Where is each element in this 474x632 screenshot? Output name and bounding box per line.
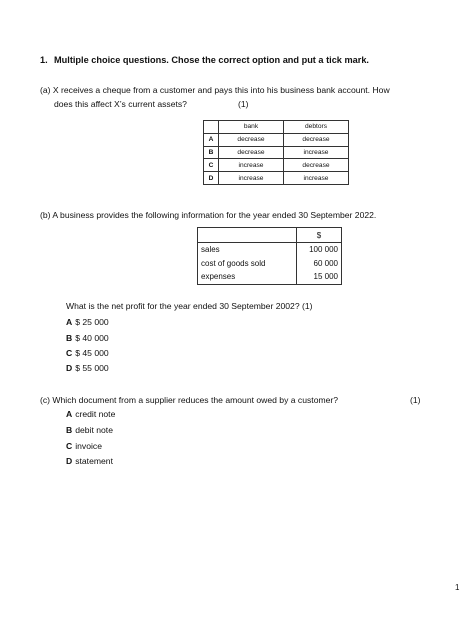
table-header-debtors: debtors: [284, 121, 349, 134]
option-text: $ 55 000: [75, 363, 109, 373]
page-number: 1: [455, 583, 460, 592]
section-heading: [40, 55, 369, 65]
table-header-bank: bank: [219, 121, 284, 134]
option-item[interactable]: [66, 363, 109, 374]
table-row: [198, 243, 342, 257]
option-text: statement: [75, 456, 113, 466]
cell-debtors: increase: [284, 172, 349, 185]
cell-bank: increase: [219, 172, 284, 185]
option-letter: D: [66, 456, 73, 466]
option-item[interactable]: [66, 441, 102, 452]
row-label: cost of goods sold: [198, 257, 297, 271]
cell-bank: decrease: [219, 133, 284, 146]
table-row: [204, 133, 349, 146]
option-letter: A: [66, 317, 73, 327]
row-label: sales: [198, 243, 297, 257]
question-c-marks: (1): [410, 395, 421, 405]
section-number: 1.: [40, 55, 48, 65]
question-a-marks: (1): [238, 99, 249, 109]
question-b-question: What is the net profit for the year ended 30 September 2002? (1): [66, 301, 313, 311]
option-text: credit note: [75, 409, 116, 419]
table-header-dollar: $: [297, 228, 342, 243]
section-title: Multiple choice questions. Chose the correct option and put a tick mark.: [54, 55, 369, 65]
option-item[interactable]: [66, 317, 109, 328]
table-row: [204, 159, 349, 172]
question-a-line1: (a) X receives a cheque from a customer and pays this into his business bank account. How: [40, 85, 390, 95]
row-value: 100 000: [297, 243, 342, 257]
option-item[interactable]: [66, 333, 109, 344]
option-item[interactable]: [66, 348, 109, 359]
question-b-table: [197, 227, 342, 285]
option-text: $ 45 000: [75, 348, 109, 358]
question-c-line1: (c) Which document from a supplier reduces the amount owed by a customer?: [40, 395, 339, 405]
row-value: 60 000: [297, 257, 342, 271]
option-letter: C: [66, 348, 73, 358]
option-item[interactable]: [66, 456, 113, 467]
option-text: $ 40 000: [75, 333, 109, 343]
option-letter: B: [66, 425, 73, 435]
table-row: [204, 172, 349, 185]
row-value: 15 000: [297, 270, 342, 284]
option-letter: A: [66, 409, 73, 419]
row-label: D: [204, 172, 219, 185]
table-header-row: [204, 121, 349, 134]
cell-debtors: decrease: [284, 133, 349, 146]
option-text: invoice: [75, 441, 102, 451]
row-label: B: [204, 146, 219, 159]
table-header-row: [198, 228, 342, 243]
option-letter: D: [66, 363, 73, 373]
row-label: expenses: [198, 270, 297, 284]
option-text: $ 25 000: [75, 317, 109, 327]
table-row: [204, 146, 349, 159]
cell-debtors: increase: [284, 146, 349, 159]
option-item[interactable]: [66, 409, 115, 420]
cell-debtors: decrease: [284, 159, 349, 172]
option-letter: C: [66, 441, 73, 451]
table-row: [198, 270, 342, 284]
option-item[interactable]: [66, 425, 113, 436]
question-a-line2: does this affect X’s current assets?: [54, 99, 187, 109]
table-row: [198, 257, 342, 271]
option-letter: B: [66, 333, 73, 343]
question-a-table: [203, 120, 349, 185]
question-b-line1: (b) A business provides the following information for the year ended 30 September 2022.: [40, 210, 377, 220]
row-label: C: [204, 159, 219, 172]
row-label: A: [204, 133, 219, 146]
option-text: debit note: [75, 425, 113, 435]
cell-bank: decrease: [219, 146, 284, 159]
cell-bank: increase: [219, 159, 284, 172]
